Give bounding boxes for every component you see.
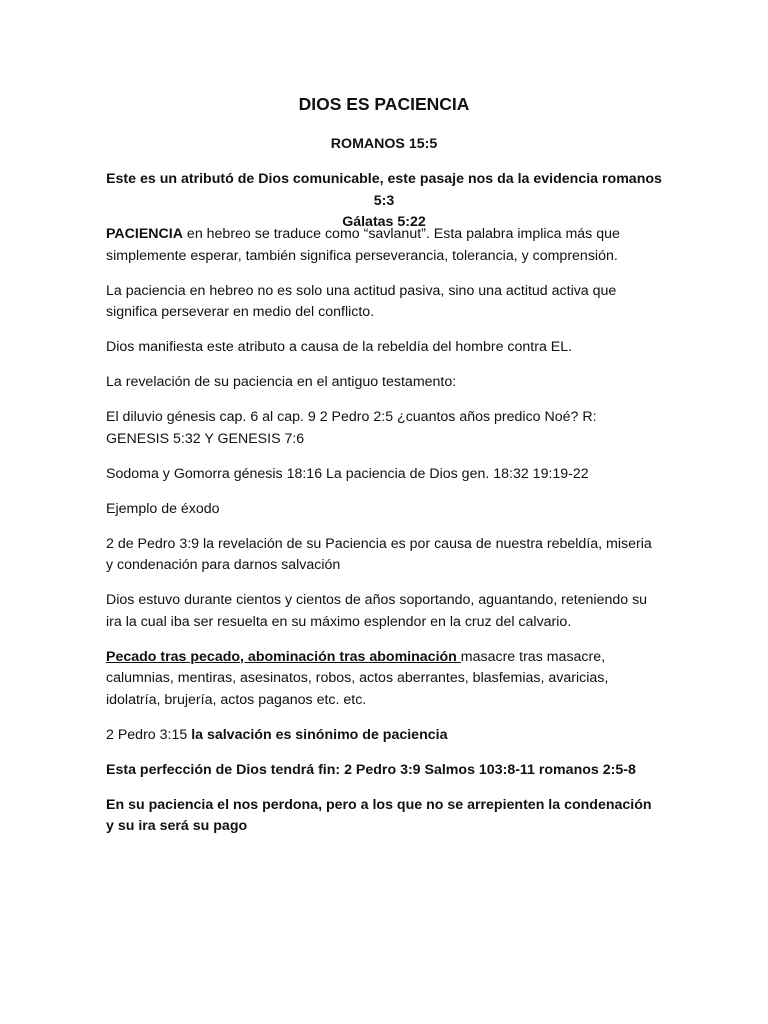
document-body <box>106 224 662 851</box>
paragraph-hebreo: La paciencia en hebreo no es solo una actitud pasiva, sino una actitud activa que significa perseverar en medio del conflicto. <box>106 282 617 320</box>
paragraph-perfeccion: Esta perfección de Dios tendrá fin: 2 Pedro 3:9 Salmos 103:8-11 romanos 2:5-8 <box>106 761 636 778</box>
intro-line-2: Gálatas 5:22 <box>342 214 426 230</box>
paragraph-paciencia <box>106 224 662 267</box>
paragraph-pedro-3-9: 2 de Pedro 3:9 la revelación de su Paciencia es por causa de nuestra rebeldía, miseria y condenación para darnos salvación <box>106 535 652 573</box>
paciencia-term: PACIENCIA <box>106 226 183 242</box>
paciencia-definition: en hebreo se traduce como “savlanut”. Esta palabra implica más que simplemente esperar, también significa perseverancia, tolerancia, y comprensión. <box>106 226 620 264</box>
paragraph-diluvio: El diluvio génesis cap. 6 al cap. 9 2 Pedro 2:5 ¿cuantos años predico Noé? R: GENESIS 5:32 Y GENESIS 7:6 <box>106 409 597 447</box>
intro-line-1: Este es un atributó de Dios comunicable, este pasaje nos da la evidencia romanos 5:3 <box>106 171 662 209</box>
paragraph-dios-estuvo: Dios estuvo durante cientos y cientos de años soportando, aguantando, reteniendo su ira la cual iba ser resuelta en su máximo esplendor en la cruz del calvario. <box>106 592 648 630</box>
paragraph-dios-manifiesta: Dios manifiesta este atributo a causa de la rebeldía del hombre contra EL. <box>106 339 573 355</box>
paragraph-perdona: En su paciencia el nos perdona, pero a los que no se arrepienten la condenación y su ira será su pago <box>106 796 652 834</box>
paragraph-sodoma: Sodoma y Gomorra génesis 18:16 La paciencia de Dios gen. 18:32 19:19-22 <box>106 465 589 482</box>
salvacion-reference: 2 Pedro 3:15 <box>106 726 192 743</box>
salvacion-statement: la salvación es sinónimo de paciencia <box>191 726 448 743</box>
paragraph-revelacion: La revelación de su paciencia en el antiguo testamento: <box>106 374 457 390</box>
pecado-heading: Pecado tras pecado, abominación tras abominación <box>106 648 461 665</box>
paragraph-pecado <box>106 647 662 712</box>
paragraph-exodo: Ejemplo de éxodo <box>106 500 220 517</box>
document-title: DIOS ES PACIENCIA <box>298 94 470 114</box>
pecado-list: masacre tras masacre, calumnias, mentiras, asesinatos, robos, actos aberrantes, blasfemias, avaricias, idolatría, brujería, actos paganos etc. etc. <box>106 648 609 708</box>
document-subtitle: ROMANOS 15:5 <box>330 136 438 152</box>
paragraph-salvacion <box>106 725 662 747</box>
